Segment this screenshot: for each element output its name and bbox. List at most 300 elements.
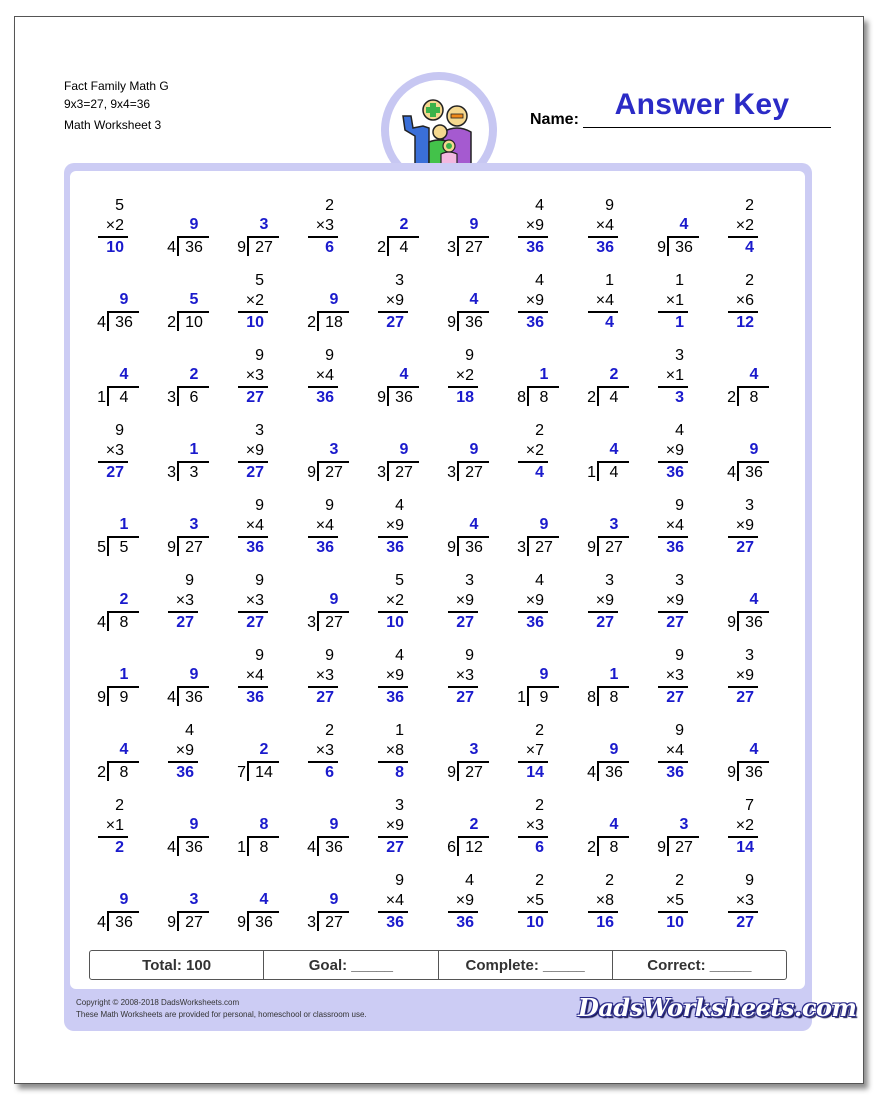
quotient-answer: 4: [399, 366, 409, 383]
division-problem: [498, 346, 568, 421]
divisor: 9: [587, 539, 596, 556]
division-bar: [109, 761, 139, 763]
multiplication-problem: [288, 721, 358, 796]
divisor: 1: [587, 464, 596, 481]
answer-line: [378, 911, 408, 913]
multiplication-problem: [568, 571, 638, 646]
multiplication-problem: [568, 196, 638, 271]
answer-line: [518, 461, 548, 463]
division-problem: [428, 496, 498, 571]
multiplicand: 3: [745, 647, 754, 664]
answer-line: [168, 611, 198, 613]
dividend: 27: [675, 839, 693, 856]
multiplicand: 9: [255, 647, 264, 664]
divisor: 9: [727, 614, 736, 631]
division-bar: [599, 461, 629, 463]
multiplicand: 5: [395, 572, 404, 589]
division-bracket: [107, 686, 109, 706]
dividend: 27: [465, 239, 483, 256]
product-answer: 4: [535, 464, 544, 481]
division-bracket: [177, 911, 179, 931]
division-problem: [148, 496, 218, 571]
division-problem: [78, 571, 148, 646]
multiplicand: 5: [115, 197, 124, 214]
answer-line: [658, 761, 688, 763]
dividend: 8: [119, 764, 129, 781]
answer-line: [98, 236, 128, 238]
division-bar: [389, 236, 419, 238]
division-problem: [498, 646, 568, 721]
product-answer: 27: [666, 614, 684, 631]
dividend: 36: [325, 839, 343, 856]
division-bar: [179, 836, 209, 838]
divisor: 4: [167, 689, 176, 706]
multiplication-problem: [288, 646, 358, 721]
multiplier: ×9: [455, 892, 474, 909]
product-answer: 27: [246, 389, 264, 406]
multiplier: ×4: [245, 517, 264, 534]
multiplication-problem: [498, 796, 568, 871]
division-bar: [249, 761, 279, 763]
multiplicand: 2: [325, 197, 334, 214]
divisor: 2: [587, 389, 596, 406]
product-answer: 36: [456, 914, 474, 931]
division-problem: [358, 346, 428, 421]
answer-line: [658, 461, 688, 463]
dividend: 27: [325, 464, 343, 481]
multiplier: ×3: [315, 742, 334, 759]
division-problem: [568, 721, 638, 796]
product-answer: 27: [246, 464, 264, 481]
answer-line: [588, 911, 618, 913]
dividend: 36: [675, 239, 693, 256]
division-bracket: [107, 911, 109, 931]
multiplicand: 2: [535, 422, 544, 439]
division-bracket: [247, 761, 249, 781]
quotient-answer: 9: [329, 291, 339, 308]
dividend: 8: [539, 389, 549, 406]
division-problem: [218, 721, 288, 796]
division-bracket: [737, 611, 739, 631]
product-answer: 36: [316, 389, 334, 406]
product-answer: 14: [736, 839, 754, 856]
multiplicand: 1: [395, 722, 404, 739]
divisor: 9: [237, 239, 246, 256]
product-answer: 10: [246, 314, 264, 331]
division-problem: [428, 421, 498, 496]
multiplier: ×9: [385, 292, 404, 309]
divisor: 4: [587, 764, 596, 781]
product-answer: 6: [535, 839, 544, 856]
division-bracket: [737, 386, 739, 406]
division-problem: [568, 496, 638, 571]
multiplier: ×2: [105, 217, 124, 234]
division-bar: [599, 386, 629, 388]
answer-line: [308, 761, 338, 763]
multiplication-problem: [358, 796, 428, 871]
multiplier: ×2: [385, 592, 404, 609]
divisor: 2: [167, 314, 176, 331]
division-bracket: [177, 236, 179, 256]
product-answer: 27: [176, 614, 194, 631]
division-bar: [739, 611, 769, 613]
dividend: 8: [609, 839, 619, 856]
answer-line: [308, 686, 338, 688]
division-bracket: [177, 461, 179, 481]
multiplier: ×9: [245, 442, 264, 459]
multiplication-problem: [568, 271, 638, 346]
multiplicand: 3: [745, 497, 754, 514]
quotient-answer: 1: [119, 516, 129, 533]
product-answer: 10: [386, 614, 404, 631]
answer-line: [658, 536, 688, 538]
multiplication-problem: [498, 721, 568, 796]
answer-line: [518, 311, 548, 313]
quotient-answer: 9: [189, 666, 199, 683]
dividend: 8: [259, 839, 269, 856]
usage-line: These Math Worksheets are provided for personal, homeschool or classroom use.: [76, 1010, 367, 1019]
dividend: 36: [465, 539, 483, 556]
answer-line: [658, 386, 688, 388]
quotient-answer: 2: [189, 366, 199, 383]
division-problem: [148, 421, 218, 496]
quotient-answer: 9: [469, 216, 479, 233]
multiplication-problem: [288, 196, 358, 271]
multiplicand: 2: [535, 872, 544, 889]
multiplicand: 4: [535, 197, 544, 214]
multiplier: ×2: [245, 292, 264, 309]
divisor: 2: [727, 389, 736, 406]
division-problem: [218, 871, 288, 946]
product-answer: 16: [596, 914, 614, 931]
quotient-answer: 4: [749, 741, 759, 758]
product-answer: 27: [386, 839, 404, 856]
quotient-answer: 8: [259, 816, 269, 833]
divisor: 9: [167, 914, 176, 931]
division-bracket: [737, 761, 739, 781]
product-answer: 27: [246, 614, 264, 631]
answer-line: [518, 911, 548, 913]
dividend: 4: [609, 464, 619, 481]
multiplication-problem: [498, 571, 568, 646]
divisor: 2: [587, 839, 596, 856]
division-bracket: [597, 386, 599, 406]
multiplication-problem: [148, 721, 218, 796]
multiplicand: 3: [395, 797, 404, 814]
dividend: 36: [115, 314, 133, 331]
division-bar: [389, 386, 419, 388]
division-bar: [459, 761, 489, 763]
multiplicand: 2: [115, 797, 124, 814]
multiplier: ×4: [595, 292, 614, 309]
multiplicand: 9: [255, 347, 264, 364]
multiplication-problem: [218, 421, 288, 496]
division-bar: [529, 686, 559, 688]
multiplier: ×9: [525, 592, 544, 609]
divisor: 9: [447, 314, 456, 331]
quotient-answer: 9: [329, 816, 339, 833]
dividend: 5: [119, 539, 129, 556]
division-bracket: [597, 686, 599, 706]
dividend: 27: [465, 464, 483, 481]
multiplicand: 1: [605, 272, 614, 289]
dividend: 18: [325, 314, 343, 331]
multiplication-problem: [78, 196, 148, 271]
multiplier: ×3: [315, 217, 334, 234]
multiplier: ×1: [665, 367, 684, 384]
answer-line: [378, 536, 408, 538]
dividend: 27: [255, 239, 273, 256]
divisor: 1: [517, 689, 526, 706]
division-bracket: [317, 311, 319, 331]
quotient-answer: 9: [329, 891, 339, 908]
dividend: 36: [185, 839, 203, 856]
multiplicand: 4: [185, 722, 194, 739]
product-answer: 27: [316, 689, 334, 706]
division-problem: [78, 271, 148, 346]
multiplicand: 9: [325, 647, 334, 664]
division-bracket: [597, 836, 599, 856]
answer-line: [238, 386, 268, 388]
division-bar: [319, 311, 349, 313]
product-answer: 27: [736, 914, 754, 931]
product-answer: 27: [666, 689, 684, 706]
division-bar: [599, 836, 629, 838]
answer-line: [238, 461, 268, 463]
product-answer: 10: [666, 914, 684, 931]
answer-line: [658, 311, 688, 313]
answer-line: [728, 311, 758, 313]
multiplication-problem: [638, 421, 708, 496]
divisor: 2: [307, 314, 316, 331]
multiplicand: 4: [395, 497, 404, 514]
division-problem: [78, 646, 148, 721]
multiplication-problem: [428, 871, 498, 946]
multiplicand: 1: [675, 272, 684, 289]
division-problem: [568, 346, 638, 421]
multiplier: ×6: [735, 292, 754, 309]
divisor: 1: [97, 389, 106, 406]
answer-line: [448, 611, 478, 613]
division-bracket: [177, 311, 179, 331]
multiplier: ×9: [735, 517, 754, 534]
total-cell: Total: 100: [90, 951, 264, 979]
multiplier: ×9: [665, 592, 684, 609]
product-answer: 6: [325, 764, 334, 781]
multiplicand: 3: [395, 272, 404, 289]
dividend: 4: [399, 239, 409, 256]
multiplier: ×4: [595, 217, 614, 234]
division-problem: [708, 421, 778, 496]
multiplier: ×2: [525, 442, 544, 459]
goal-cell: Goal: _____: [264, 951, 438, 979]
product-answer: 4: [745, 239, 754, 256]
answer-line: [308, 386, 338, 388]
multiplicand: 9: [255, 497, 264, 514]
divisor: 9: [307, 464, 316, 481]
multiplier: ×4: [245, 667, 264, 684]
divisor: 3: [447, 464, 456, 481]
multiplicand: 9: [675, 497, 684, 514]
multiplicand: 4: [535, 572, 544, 589]
product-answer: 36: [386, 689, 404, 706]
division-problem: [148, 871, 218, 946]
product-answer: 27: [596, 614, 614, 631]
dividend: 8: [749, 389, 759, 406]
division-bar: [669, 236, 699, 238]
quotient-answer: 9: [609, 741, 619, 758]
quotient-answer: 4: [469, 516, 479, 533]
multiplier: ×5: [525, 892, 544, 909]
answer-line: [448, 911, 478, 913]
quotient-answer: 9: [119, 891, 129, 908]
dividend: 9: [119, 689, 129, 706]
name-line: [583, 127, 831, 128]
division-bar: [319, 911, 349, 913]
multiplier: ×9: [385, 817, 404, 834]
multiplication-problem: [428, 571, 498, 646]
product-answer: 36: [526, 314, 544, 331]
product-answer: 14: [526, 764, 544, 781]
division-problem: [148, 196, 218, 271]
quotient-answer: 3: [329, 441, 339, 458]
division-bar: [599, 686, 629, 688]
division-bracket: [107, 761, 109, 781]
multiplication-problem: [708, 796, 778, 871]
quotient-answer: 4: [749, 366, 759, 383]
multiplicand: 3: [465, 572, 474, 589]
divisor: 3: [517, 539, 526, 556]
divisor: 3: [377, 464, 386, 481]
score-bar: [89, 950, 787, 980]
answer-line: [378, 686, 408, 688]
divisor: 9: [377, 389, 386, 406]
multiplication-problem: [218, 346, 288, 421]
division-bracket: [317, 911, 319, 931]
division-bar: [109, 386, 139, 388]
multiplication-problem: [638, 346, 708, 421]
quotient-answer: 3: [679, 816, 689, 833]
division-bracket: [107, 536, 109, 556]
division-bracket: [597, 461, 599, 481]
multiplication-problem: [428, 646, 498, 721]
division-bracket: [527, 686, 529, 706]
division-problem: [638, 796, 708, 871]
quotient-answer: 9: [329, 591, 339, 608]
worksheet-facts: 9x3=27, 9x4=36: [64, 97, 151, 111]
multiplication-problem: [428, 346, 498, 421]
multiplication-problem: [708, 496, 778, 571]
quotient-answer: 1: [189, 441, 199, 458]
quotient-answer: 4: [749, 591, 759, 608]
quotient-answer: 3: [259, 216, 269, 233]
divisor: 1: [237, 839, 246, 856]
division-bracket: [247, 836, 249, 856]
dividend: 36: [115, 914, 133, 931]
multiplier: ×9: [175, 742, 194, 759]
division-bar: [109, 311, 139, 313]
multiplier: ×4: [665, 517, 684, 534]
division-bar: [669, 836, 699, 838]
product-answer: 3: [675, 389, 684, 406]
multiplication-problem: [78, 421, 148, 496]
product-answer: 27: [736, 689, 754, 706]
multiplier: ×5: [665, 892, 684, 909]
multiplication-problem: [498, 196, 568, 271]
division-bracket: [107, 611, 109, 631]
division-bar: [179, 536, 209, 538]
divisor: 6: [447, 839, 456, 856]
division-problem: [148, 796, 218, 871]
answer-line: [728, 911, 758, 913]
division-bracket: [107, 311, 109, 331]
answer-line: [378, 761, 408, 763]
quotient-answer: 9: [469, 441, 479, 458]
quotient-answer: 2: [259, 741, 269, 758]
multiplicand: 4: [395, 647, 404, 664]
answer-line: [98, 461, 128, 463]
product-answer: 1: [675, 314, 684, 331]
division-problem: [78, 871, 148, 946]
answer-line: [448, 386, 478, 388]
problem-grid: [78, 196, 778, 946]
multiplicand: 2: [535, 722, 544, 739]
multiplication-problem: [638, 571, 708, 646]
quotient-answer: 3: [189, 516, 199, 533]
division-bracket: [527, 386, 529, 406]
quotient-answer: 9: [539, 516, 549, 533]
multiplier: ×3: [735, 892, 754, 909]
division-bracket: [457, 836, 459, 856]
answer-line: [728, 836, 758, 838]
multiplier: ×3: [245, 592, 264, 609]
division-bracket: [457, 536, 459, 556]
multiplier: ×8: [595, 892, 614, 909]
division-problem: [708, 571, 778, 646]
division-problem: [288, 796, 358, 871]
division-problem: [428, 721, 498, 796]
divisor: 2: [377, 239, 386, 256]
dividend: 12: [465, 839, 483, 856]
answer-line: [168, 761, 198, 763]
multiplication-problem: [498, 421, 568, 496]
multiplier: ×9: [595, 592, 614, 609]
division-bar: [739, 386, 769, 388]
division-bracket: [247, 236, 249, 256]
dividend: 36: [395, 389, 413, 406]
product-answer: 27: [386, 314, 404, 331]
answer-line: [238, 536, 268, 538]
multiplier: ×3: [245, 367, 264, 384]
multiplication-problem: [358, 271, 428, 346]
division-bracket: [667, 836, 669, 856]
multiplicand: 9: [185, 572, 194, 589]
division-bar: [249, 911, 279, 913]
answer-line: [588, 236, 618, 238]
division-bar: [459, 311, 489, 313]
division-problem: [78, 346, 148, 421]
divisor: 9: [447, 539, 456, 556]
division-bar: [739, 761, 769, 763]
multiplicand: 2: [325, 722, 334, 739]
dividend: 27: [465, 764, 483, 781]
multiplication-problem: [638, 721, 708, 796]
dividend: 36: [605, 764, 623, 781]
answer-line: [238, 611, 268, 613]
product-answer: 4: [605, 314, 614, 331]
multiplicand: 9: [395, 872, 404, 889]
product-answer: 10: [526, 914, 544, 931]
